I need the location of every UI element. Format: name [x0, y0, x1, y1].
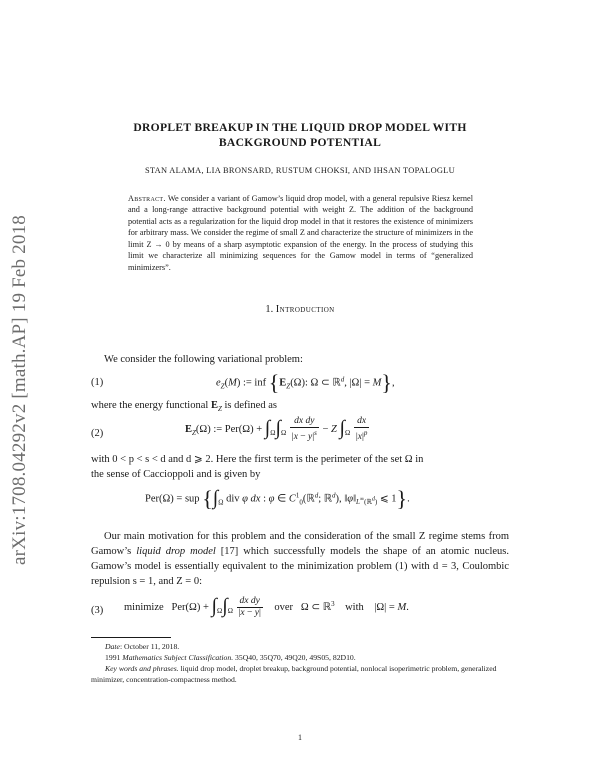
- equation-2-label: (2): [91, 428, 104, 439]
- arxiv-stamp: [0, 190, 42, 590]
- abstract: [128, 193, 473, 273]
- equation-1: $e_Z(M)$ := inf {$E_Z(\Omega)$: Ω ⊂ ℝ$^d$, |Ω| = M},: [216, 370, 395, 395]
- equation-3: minimize $Per(\Omega) + \int_\Omega\int_\Omega$ $\frac{\text{dx dy}}{|x - y|}$ over Ω ⊂ ℝ$^3$ with |Ω| = M.: [124, 595, 409, 618]
- section-title: Introduction: [275, 304, 335, 315]
- msc-year: 1991: [105, 653, 121, 662]
- where-text: where the energy functional: [91, 400, 209, 411]
- footnote-rule: [91, 637, 171, 638]
- with-line-1: with 0 < p < s < d and d ⩾ 2. Here the first term is the perimeter of the set Ω in: [91, 454, 424, 465]
- keywords-label: Key words and phrases.: [105, 664, 179, 673]
- gamow-text-1: Our main motivation for this problem and the consideration of the small Z regime stems from Gamow’s: [91, 531, 509, 558]
- equation-1-label: (1): [91, 377, 104, 388]
- footnote-msc: [91, 653, 509, 664]
- perimeter-equation: Per(Ω) = sup {$\int_\Omega$ div φ dx : φ ∈ $C^1_0(ℝ^d$; ℝ$^d$), $‖\varphi‖_{L^\infty(ℝ^d)}$ ⩽ 1}.: [145, 486, 410, 511]
- author-list: STAN ALAMA, LIA BRONSARD, RUSTUM CHOKSI, AND IHSAN TOPALOGLU: [144, 166, 456, 175]
- equation-2: $E_Z(\Omega)$ := $Per(\Omega) + \int_\Omega\int_\Omega$ $\frac{\text{dx dy}}{|x - y|^s}$ − Z $\int_\Omega$ $\frac{dx}{|x|^p}$: [185, 416, 368, 442]
- msc-value: 35Q40, 35Q70, 49Q20, 49S05, 82D10.: [233, 653, 356, 662]
- eq3-minimize: minimize: [124, 601, 164, 613]
- paper-title: [80, 121, 520, 150]
- gamow-paragraph: [91, 529, 509, 589]
- abstract-label: Abstract.: [128, 194, 166, 203]
- section-number: 1.: [265, 304, 274, 315]
- footnote-keywords: [91, 664, 509, 685]
- where-sentence: where the energy functional $E_Z$ is defined as: [91, 400, 277, 413]
- arxiv-stamp-text: arXiv:1708.04292v2 [math.AP] 19 Feb 2018: [9, 215, 31, 565]
- with-line-2: the sense of Caccioppoli and is given by: [91, 469, 261, 481]
- with-paragraph: [91, 452, 509, 482]
- gamow-text-2: [17] which successfully models the shape of an atomic nucleus. Gamow’s model is essentially equivalent to the minimization problem (1) with d = 3, Coulombic repulsion s = 1, and Z = 0:: [91, 546, 510, 588]
- abstract-text: We consider a variant of Gamow’s liquid drop model, with a general repulsive Riesz kernel and a long-range attractive background potential with weight Z. The addition of the background potential acts as a regularization for the liquid drop model in that it restores the existence of minimizers for arbitrary mass. We consider the regime of small Z and characterize the structure of minimizers in the limit Z → 0 by means of a sharp asymptotic expansion of the energy. In the process of studying this limit we characterize all minimizing sequences for the Gamow model in terms of “generalized minimizers”.: [128, 194, 473, 272]
- where-text-end: is defined as: [224, 400, 277, 411]
- gamow-italic: liquid drop model: [136, 546, 216, 558]
- keywords-value: liquid drop model, droplet breakup, background potential, nonlocal isoperimetric problem, generalized minimizer, concentration-compactness method.: [91, 664, 497, 684]
- title-line-1: DROPLET BREAKUP IN THE LIQUID DROP MODEL WITH: [133, 121, 467, 134]
- section-heading: [0, 304, 600, 315]
- msc-label: Mathematics Subject Classification.: [122, 653, 234, 662]
- footnote-date: [91, 642, 509, 653]
- page-number: 1: [298, 733, 302, 742]
- eq3-over: over: [274, 601, 294, 613]
- title-line-2: BACKGROUND POTENTIAL: [218, 135, 382, 149]
- date-label: Date: [105, 642, 120, 651]
- eq3-with: with: [345, 601, 364, 613]
- date-value: : October 11, 2018.: [119, 642, 180, 651]
- equation-3-label: (3): [91, 605, 104, 616]
- intro-sentence: We consider the following variational problem:: [104, 354, 303, 365]
